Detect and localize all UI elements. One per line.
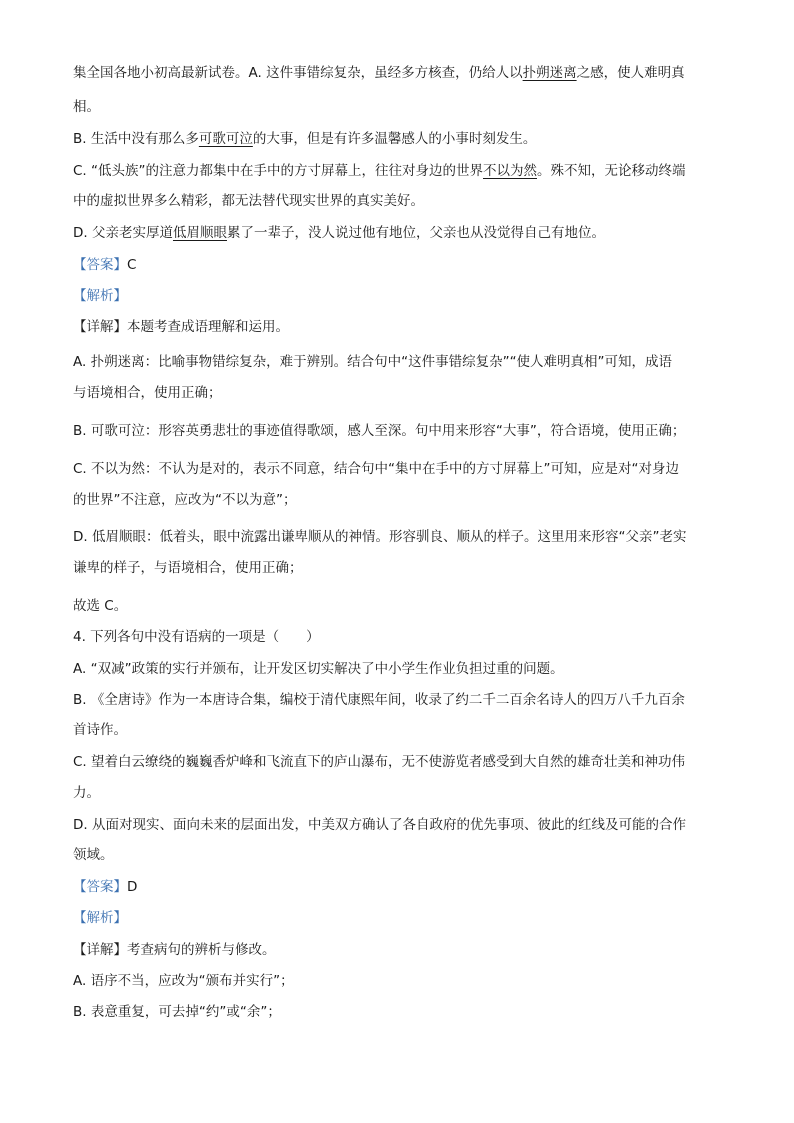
q3-option-b: B. 生活中没有那么多可歌可泣的大事，但是有许多温馨感人的小事时刻发生。 xyxy=(73,131,537,147)
q3-explain-d-line1: D. 低眉顺眼：低着头，眼中流露出谦卑顺从的神情。形容驯良、顺从的样子。这里用来形容“父亲”老实 xyxy=(73,529,687,545)
detail-label: 【详解】 xyxy=(73,942,127,958)
q3-conclusion: 故选 C。 xyxy=(73,598,128,614)
q4-stem: 4. 下列各句中没有语病的一项是（ ） xyxy=(73,629,320,645)
q3-option-a-line1: 集全国各地小初高最新试卷。A. 这件事错综复杂，虽经多方核查，仍给人以扑朔迷离之感，使人难明真 xyxy=(73,65,685,81)
q3-explain-b: B. 可歌可泣：形容英勇悲壮的事迹值得歌颂，感人至深。句中用来形容“大事”，符合语境，使用正确； xyxy=(73,423,686,439)
q4-analysis-label: 【解析】 xyxy=(73,910,127,926)
q3-option-c-line2: 中的虚拟世界多么精彩，都无法替代现实世界的真实美好。 xyxy=(73,193,424,209)
q4-answer xyxy=(73,877,723,897)
q4-option-c-line1: C. 望着白云缭绕的巍巍香炉峰和飞流直下的庐山瀑布，无不使游览者感受到大自然的雄奇壮美和神功伟 xyxy=(73,754,686,770)
q4-detail: 【详解】考查病句的辨析与修改。 xyxy=(73,942,276,958)
detail-label: 【详解】 xyxy=(73,319,127,335)
answer-value: C xyxy=(127,257,137,273)
answer-value: D xyxy=(127,879,138,895)
q3-option-c-line1: C. “低头族”的注意力都集中在手中的方寸屏幕上，往往对身边的世界不以为然。殊不知，无论移动终端 xyxy=(73,163,686,179)
q3-explain-c-line1: C. 不以为然：不认为是对的，表示不同意，结合句中“集中在手中的方寸屏幕上”可知，应是对“对身边 xyxy=(73,461,679,477)
answer-label: 【答案】 xyxy=(73,879,127,895)
q3-detail: 【详解】本题考查成语理解和运用。 xyxy=(73,319,289,335)
answer-label: 【答案】 xyxy=(73,257,127,273)
q3-analysis-label: 【解析】 xyxy=(73,288,127,304)
q3-option-d: D. 父亲老实厚道低眉顺眼累了一辈子，没人说过他有地位，父亲也从没觉得自己有地位。 xyxy=(73,225,605,241)
q3-explain-a-line1: A. 扑朔迷离：比喻事物错综复杂，难于辨别。结合句中“这件事错综复杂”“使人难明真相”可知，成语 xyxy=(73,354,673,370)
q3-answer xyxy=(73,255,723,275)
idiom-underlined: 低眉顺眼 xyxy=(172,225,227,241)
q4-option-d-line1: D. 从面对现实、面向未来的层面出发，中美双方确认了各自政府的优先事项、彼此的红线及可能的合作 xyxy=(73,817,686,833)
q3-option-a-line2: 相。 xyxy=(73,99,100,115)
idiom-underlined: 扑朔迷离 xyxy=(522,65,577,81)
q4-option-b-line2: 首诗作。 xyxy=(73,722,127,738)
idiom-underlined: 不以为然 xyxy=(483,163,537,179)
q4-option-a: A. “双减”政策的实行并颁布，让开发区切实解决了中小学生作业负担过重的问题。 xyxy=(73,661,564,677)
q3-explain-a-line2: 与语境相合，使用正确； xyxy=(73,385,222,401)
q3-explain-c-line2: 的世界”不注意，应改为“不以为意”； xyxy=(73,492,297,508)
idiom-underlined: 可歌可泣 xyxy=(198,131,253,147)
q4-option-b-line1: B. 《全唐诗》作为一本唐诗合集，编校于清代康熙年间，收录了约二千二百余名诗人的四万八千九百余 xyxy=(73,692,685,708)
q4-explain-b: B. 表意重复，可去掉“约”或“余”； xyxy=(73,1004,281,1020)
q4-option-d-line2: 领域。 xyxy=(73,847,114,863)
q4-explain-a: A. 语序不当，应改为“颁布并实行”； xyxy=(73,973,294,989)
q3-explain-d-line2: 谦卑的样子，与语境相合，使用正确； xyxy=(73,560,303,576)
q4-option-c-line2: 力。 xyxy=(73,785,100,801)
